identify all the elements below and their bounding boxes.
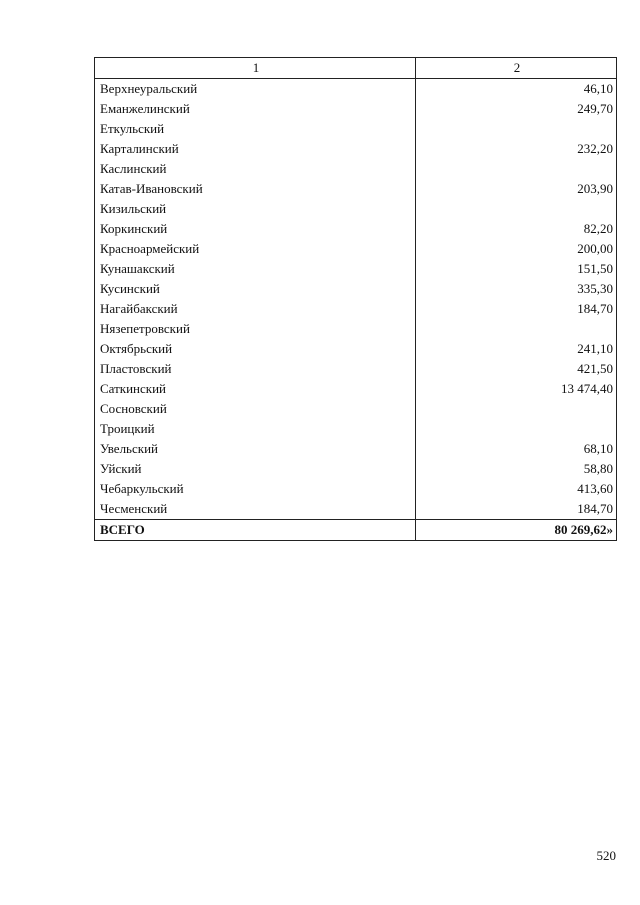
- column-header-1: 1: [95, 58, 416, 79]
- table-header: [95, 58, 617, 79]
- district-name: Нязепетровский: [95, 319, 416, 339]
- district-value: 68,10: [416, 439, 617, 459]
- district-name: Красноармейский: [95, 239, 416, 259]
- table-row: [95, 239, 617, 259]
- district-name: Кусинский: [95, 279, 416, 299]
- table-row: [95, 219, 617, 239]
- district-value: 151,50: [416, 259, 617, 279]
- table-row: [95, 479, 617, 499]
- total-row: [95, 520, 617, 541]
- table-row: [95, 119, 617, 139]
- table-row: [95, 159, 617, 179]
- table-row: [95, 459, 617, 479]
- table-row: [95, 359, 617, 379]
- district-name: Кунашакский: [95, 259, 416, 279]
- total-value: 80 269,62»: [416, 520, 617, 541]
- district-name: Троицкий: [95, 419, 416, 439]
- district-name: Саткинский: [95, 379, 416, 399]
- district-name: Чесменский: [95, 499, 416, 520]
- table-row: [95, 399, 617, 419]
- district-value: [416, 119, 617, 139]
- table-row: [95, 259, 617, 279]
- district-name: Еманжелинский: [95, 99, 416, 119]
- page-number: 520: [596, 848, 616, 863]
- header-row: [95, 58, 617, 79]
- district-value: 184,70: [416, 299, 617, 319]
- district-value: [416, 419, 617, 439]
- table-footer: [95, 520, 617, 541]
- district-name: Пластовский: [95, 359, 416, 379]
- table-row: [95, 199, 617, 219]
- district-value: 335,30: [416, 279, 617, 299]
- district-name: Уйский: [95, 459, 416, 479]
- district-value: [416, 319, 617, 339]
- district-name: Октябрьский: [95, 339, 416, 359]
- district-value: 203,90: [416, 179, 617, 199]
- district-name: Еткульский: [95, 119, 416, 139]
- district-name: Каслинский: [95, 159, 416, 179]
- district-value: 13 474,40: [416, 379, 617, 399]
- data-table: [94, 57, 617, 541]
- district-name: Кизильский: [95, 199, 416, 219]
- table-row: [95, 179, 617, 199]
- district-value: 421,50: [416, 359, 617, 379]
- district-name: Увельский: [95, 439, 416, 459]
- district-value: [416, 399, 617, 419]
- table-row: [95, 79, 617, 100]
- table-row: [95, 499, 617, 520]
- table-row: [95, 439, 617, 459]
- table-body: [95, 79, 617, 520]
- district-name: Нагайбакский: [95, 299, 416, 319]
- table-row: [95, 319, 617, 339]
- district-value: 413,60: [416, 479, 617, 499]
- table-row: [95, 139, 617, 159]
- district-value: 249,70: [416, 99, 617, 119]
- district-value: 241,10: [416, 339, 617, 359]
- table-row: [95, 279, 617, 299]
- district-value: 232,20: [416, 139, 617, 159]
- table-row: [95, 299, 617, 319]
- table-row: [95, 379, 617, 399]
- district-value: 58,80: [416, 459, 617, 479]
- column-header-2: 2: [416, 58, 617, 79]
- table-row: [95, 419, 617, 439]
- district-value: 184,70: [416, 499, 617, 520]
- district-name: Коркинский: [95, 219, 416, 239]
- table-row: [95, 99, 617, 119]
- district-name: Верхнеуральский: [95, 79, 416, 100]
- district-value: 200,00: [416, 239, 617, 259]
- district-name: Катав-Ивановский: [95, 179, 416, 199]
- district-name: Чебаркульский: [95, 479, 416, 499]
- district-name: Карталинский: [95, 139, 416, 159]
- district-value: 46,10: [416, 79, 617, 100]
- table-row: [95, 339, 617, 359]
- district-value: 82,20: [416, 219, 617, 239]
- district-value: [416, 199, 617, 219]
- total-label: ВСЕГО: [95, 520, 416, 541]
- district-name: Сосновский: [95, 399, 416, 419]
- district-value: [416, 159, 617, 179]
